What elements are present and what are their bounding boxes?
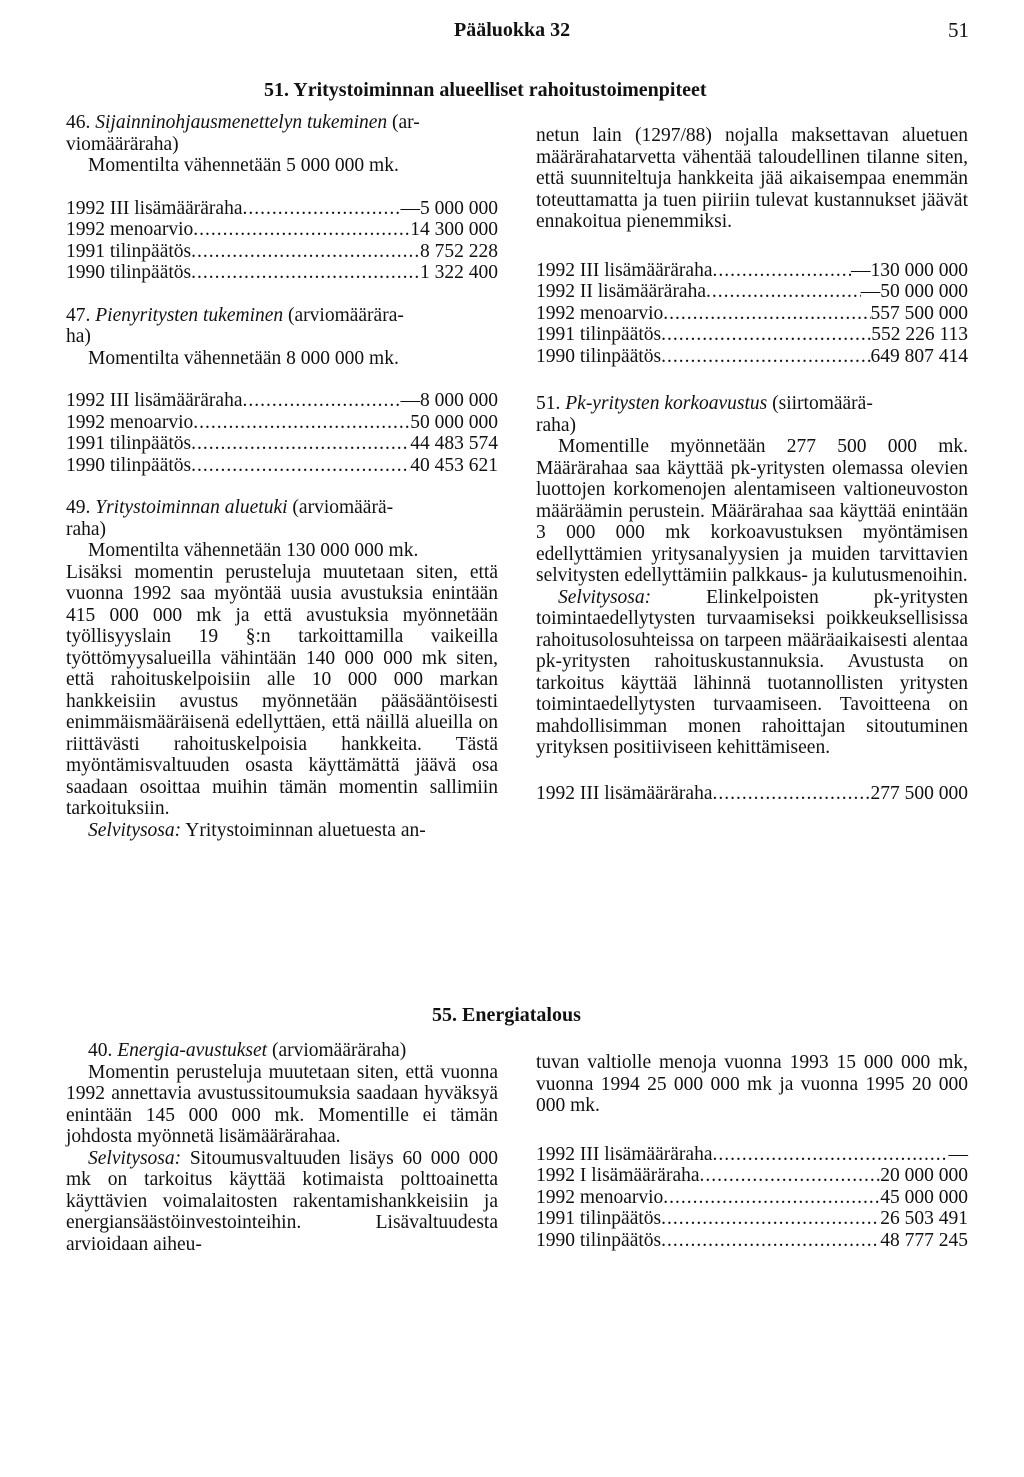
item-51-text: Momentille myönnetään 277 500 000 mk. Määrärahaa saa käyttää pk-yritysten olemassa olevien luottojen korkomenojen alentamiseen valtioneuvoston määräämin perustein. Määrärahaa saa käyttää enintään 3 000 000 mk korkoavustuksen myöntämisen edellyttämien yritysanalyysien ja muiden tarvittavien selvitysten edellyttämiin palkkaus- ja kulutusmenoihin. bbox=[536, 436, 968, 586]
table-row: 1990 tilinpäätös ..... 48 777 245 bbox=[536, 1230, 968, 1252]
item-40-heading: 40. Energia-avustukset (arviomääräraha) bbox=[88, 1040, 407, 1061]
item-46-table bbox=[66, 198, 498, 284]
item-47-title: Pienyritysten tukeminen bbox=[95, 304, 284, 326]
table-row: 1991 tilinpäätös ..... 8 752 228 bbox=[66, 241, 498, 263]
item-47-table bbox=[66, 390, 498, 476]
table-row: 1990 tilinpäätös ..... 1 322 400 bbox=[66, 262, 498, 284]
right-column-section55 bbox=[536, 1052, 968, 1251]
item-51-heading: 51. Pk-yritysten korkoavustus (siirtomäärä- raha) bbox=[536, 393, 873, 436]
item-51-table bbox=[536, 783, 968, 805]
right-column-section51 bbox=[536, 125, 968, 804]
item-51-explanation: Selvitysosa: Elinkelpoisten pk-yritysten toimintaedellytysten turvaamiseksi poikkeuksellisissa rahoitusolosuhteissa on tarpeen määräaikaisesti alentaa pk-yritysten rahoituskustannuksia. Avustusta on tarkoitus käyttää lähinnä tuotannollisten yritysten toimintaedellytysten turvaamiseen. Tavoitteena on mahdollisimman monen rahoittajan sitoutuminen yrityksen positiiviseen kehittämiseen. bbox=[536, 586, 968, 758]
section-51-heading: 51. Yritystoiminnan alueelliset rahoitustoimenpiteet bbox=[264, 79, 707, 101]
table-row: 1992 menoarvio ..... 557 500 000 bbox=[536, 303, 968, 325]
item-47-heading: 47. Pienyritysten tukeminen (arviomäärära- ha) bbox=[66, 304, 404, 347]
table-row: 1992 III lisämääräraha ..... —8 000 000 bbox=[66, 390, 498, 412]
table-row: 1992 menoarvio ..... 50 000 000 bbox=[66, 412, 498, 434]
table-row: 1991 tilinpäätös ..... 44 483 574 bbox=[66, 433, 498, 455]
item-40-table bbox=[536, 1144, 968, 1252]
running-header-title: Pääluokka 32 bbox=[454, 19, 571, 41]
item-40-text: Momentin perusteluja muutetaan siten, että vuonna 1992 annettavia avustussitoumuksia saadaan hyväksyä enintään 145 000 000 mk. Momentille ei tämän johdosta myönnetä lisämäärärahaa. bbox=[66, 1061, 498, 1147]
left-column-section51 bbox=[66, 112, 498, 841]
page-number: 51 bbox=[948, 18, 969, 42]
item-46-text: Momentilta vähennetään 5 000 000 mk. bbox=[88, 155, 399, 176]
table-row: 1992 III lisämääräraha ..... — bbox=[536, 1144, 968, 1166]
item-49-explanation-part1: Selvitysosa: Yritystoiminnan aluetuesta an- bbox=[88, 819, 426, 841]
item-46-title: Sijainninohjausmenettelyn tukeminen bbox=[95, 112, 388, 133]
table-row: 1992 menoarvio ..... 45 000 000 bbox=[536, 1187, 968, 1209]
item-49-paragraph: Lisäksi momentin perusteluja muutetaan siten, että vuonna 1992 saa myöntää uusia avustuksia enintään 415 000 000 mk ja että avustuksia myönnetään työllisyyslain 19 §:n tarkoittamilla vaikeilla työttömyysalueilla vähintään 140 000 000 mk siten, että rahoituskelpoisiin alle 10 000 000 markan hankkeisiin avustus myönnetään pääsääntöisesti enimmäismääräisenä edellyttäen, että näillä alueilla on riittävästi rahoituskelpoisia hankkeita. Tästä myöntämisvaltuuden osasta käyttämättä jäävä osa saadaan osoittaa muihin tämän momentin sallimiin tarkoituksiin. bbox=[66, 561, 498, 819]
item-40-title: Energia-avustukset bbox=[117, 1040, 268, 1061]
item-47-text: Momentilta vähennetään 8 000 000 mk. bbox=[88, 347, 399, 369]
item-49-explanation-part2: netun lain (1297/88) nojalla maksettavan aluetuen määrärahatarvetta vähentää taloudellinen tilanne siten, että suunniteltuja hankkeita jää aikaisempaa enemmän toteuttamatta ja tuen piiriin tulevat kustannukset jäävät ennakoitua pienemmiksi. bbox=[536, 125, 968, 232]
table-row: 1992 III lisämääräraha ..... 277 500 000 bbox=[536, 783, 968, 805]
table-row: 1990 tilinpäätös ..... 649 807 414 bbox=[536, 346, 968, 368]
table-row: 1991 tilinpäätös ..... 26 503 491 bbox=[536, 1208, 968, 1230]
item-40-explanation-part1: Selvitysosa: Sitoumusvaltuuden lisäys 60 000 000 mk on tarkoitus käyttää kotimaista polttoainetta käyttävien voimalaitosten rakentamishankkeisiin ja energiansäästöinvestointeihin. Lisävaltuudesta arvioidaan aiheu- bbox=[66, 1147, 498, 1255]
table-row: 1992 menoarvio ..... 14 300 000 bbox=[66, 219, 498, 241]
section-55-heading: 55. Energiatalous bbox=[432, 1004, 581, 1026]
item-49-text: Momentilta vähennetään 130 000 000 mk. bbox=[88, 540, 419, 561]
item-40-explanation-part2: tuvan valtiolle menoja vuonna 1993 15 000 000 mk, vuonna 1994 25 000 000 mk ja vuonna 1995 20 000 000 mk. bbox=[536, 1052, 968, 1116]
table-row: 1992 III lisämääräraha ..... —130 000 000 bbox=[536, 260, 968, 282]
item-49-table bbox=[536, 260, 968, 368]
item-51-title: Pk-yritysten korkoavustus bbox=[565, 393, 768, 414]
table-row: 1992 I lisämääräraha ..... 20 000 000 bbox=[536, 1165, 968, 1187]
left-column-section55 bbox=[66, 1040, 498, 1255]
table-row: 1992 II lisämääräraha ..... —50 000 000 bbox=[536, 281, 968, 303]
item-46-heading: 46. Sijainninohjausmenettelyn tukeminen (ar- viomääräraha) bbox=[66, 112, 420, 155]
item-49-title: Yritystoiminnan aluetuki bbox=[95, 497, 288, 518]
item-49-heading: 49. Yritystoiminnan aluetuki (arviomäärä- raha) bbox=[66, 497, 394, 540]
table-row: 1991 tilinpäätös ..... 552 226 113 bbox=[536, 324, 968, 346]
table-row: 1990 tilinpäätös ..... 40 453 621 bbox=[66, 455, 498, 477]
table-row: 1992 III lisämääräraha ..... —5 000 000 bbox=[66, 198, 498, 220]
